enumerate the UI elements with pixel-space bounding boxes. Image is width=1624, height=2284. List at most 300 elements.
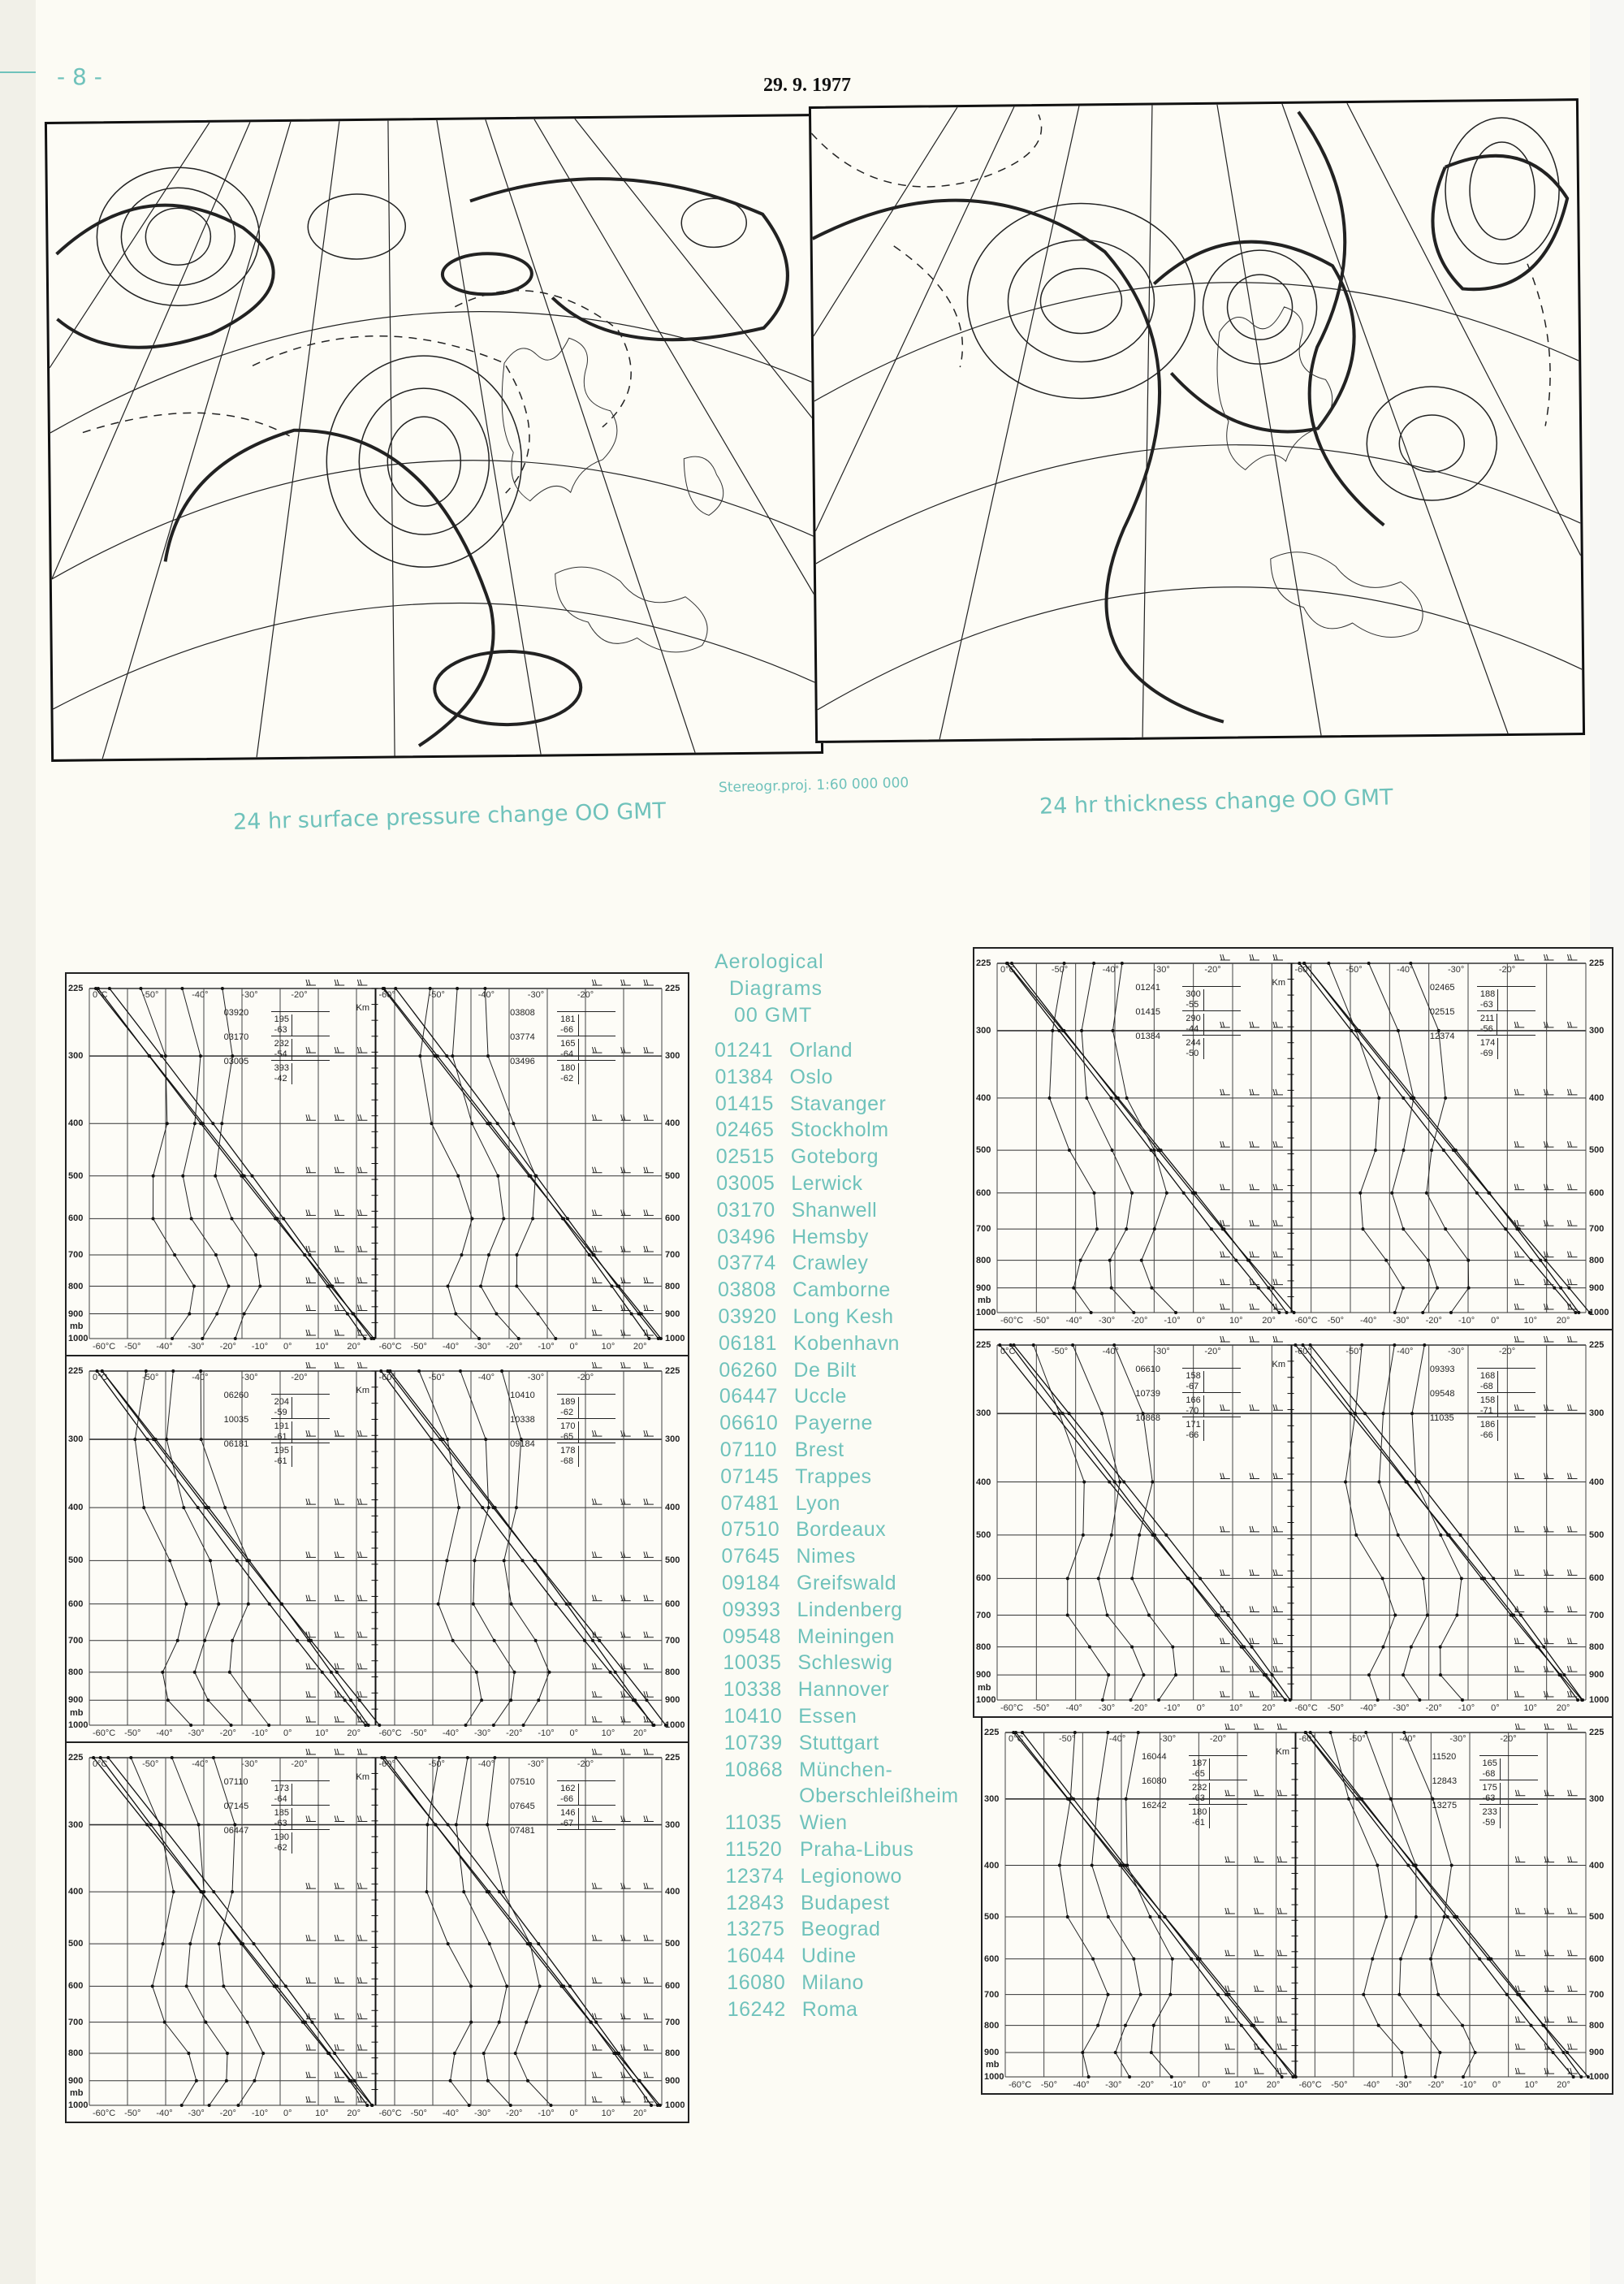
km-label: Km [1272,978,1285,988]
sounding-marker [522,1724,525,1727]
temperature-tick-label: -20° [577,1759,594,1769]
sounding-marker [537,1698,540,1702]
pressure-label-right: 1000 [1589,1308,1609,1317]
temperature-tick-label: -60°C [378,1342,402,1352]
pressure-label-left: 1000 [976,1308,996,1317]
temperature-tick-label: 0° [569,1728,579,1738]
wind-barb [1568,1986,1578,1992]
wind-barb [1568,1184,1578,1190]
sounding-marker [236,2104,240,2107]
wind-barb [592,1047,602,1053]
station-name: Stockholm [790,1118,889,1142]
pressure-unit: mb [70,1707,84,1718]
pressure-label-right: 500 [1589,1911,1605,1922]
sounding-marker [1381,1577,1384,1580]
sounding-marker [1390,1192,1393,1195]
sounding-marker [225,2079,228,2083]
wind-barb [1225,1724,1235,1729]
temperature-tick-label: 0° [569,2109,579,2118]
pressure-label-left: 900 [984,2048,1000,2058]
sounding-marker [593,1253,596,1257]
temperature-tick-label: 20° [633,2109,647,2118]
sounding-marker [1535,1646,1539,1649]
pressure-label-right: 800 [665,1667,680,1677]
sounding-marker [171,1369,175,1373]
sounding-marker [1402,1097,1405,1100]
sounding-marker [1438,2051,1441,2054]
inset-station-id: 02515 [1429,1007,1455,1017]
station-id: 12374 [725,1864,784,1888]
sounding-marker [1397,1029,1400,1032]
aerological-diagram-4 [973,947,1613,1330]
pressure-label-left: 400 [68,1118,84,1129]
inset-tropopause-value: 158 -71 [1480,1395,1498,1417]
pressure-label-left: 300 [68,1434,84,1445]
wind-barb [1250,1473,1259,1479]
sounding-marker [1147,1614,1151,1617]
sounding-marker [1032,1343,1035,1347]
temperature-tick-label: 10° [601,1728,615,1738]
pressure-label-right: 225 [1589,1340,1605,1350]
wind-barb [1250,1569,1259,1575]
sounding-marker [1393,1311,1397,1314]
wind-barb [1277,1724,1287,1729]
pressure-label-left: 400 [984,1860,1000,1871]
wind-barb [1255,1950,1264,1956]
sounding-marker [1530,2024,1533,2027]
wind-barb [621,1749,631,1754]
wind-barb [621,1935,631,1940]
sounding-marker [1439,1533,1442,1537]
sounding-marker [446,1438,449,1441]
sounding-marker [1553,1287,1556,1290]
wind-barb [592,1716,602,1722]
station-entry [728,1996,959,2023]
station-id: 16242 [727,1997,786,2021]
sounding-marker [1215,1614,1218,1617]
sounding-marker [1090,1311,1093,1314]
temperature-tick-label: -20° [1498,1347,1516,1356]
sounding-marker [1122,1481,1125,1484]
wind-barb [644,1595,654,1601]
station-id: 03808 [718,1278,777,1302]
temperature-tick-label: 0° [1196,1703,1206,1713]
temperature-tick-label: -40° [156,1728,173,1738]
thickness-change-map [809,98,1585,743]
sounding-marker [214,1253,218,1257]
temperature-tick-label: -60°C [1294,1316,1318,1326]
sounding-marker [554,1337,557,1340]
page-number: - 8 - [57,63,102,90]
wind-barb [335,1278,344,1283]
wind-barb [306,1749,316,1754]
station-entry [720,1437,959,1464]
wind-barb [592,1114,602,1120]
wind-barb [1544,1724,1554,1729]
sounding-marker [1327,962,1330,965]
pressure-label-right: 900 [1589,1670,1605,1681]
wind-barb [621,1816,631,1822]
inset-station-id: 07145 [223,1802,249,1811]
sounding-marker [330,1285,334,1288]
page-date: 29. 9. 1977 [763,75,851,96]
pressure-label-left: 700 [68,1635,84,1646]
station-entry [726,1890,959,1917]
wind-barb [1255,1908,1264,1914]
sounding-marker [1132,1957,1135,1961]
sounding-marker [1354,1533,1358,1537]
inset-tropopause-value: 244 -50 [1186,1038,1203,1059]
sounding-marker [481,1506,484,1509]
temperature-tick-label: -50° [428,1373,445,1382]
station-id: 03496 [717,1225,776,1248]
sounding-marker [1100,1412,1104,1415]
station-name: Long Kesh [793,1304,894,1328]
pressure-label-left: 800 [984,2020,1000,2031]
sounding-marker [614,1671,617,1674]
wind-barb [644,1246,654,1252]
temperature-tick-label: 0°C [93,990,108,1000]
wind-barb [1568,1724,1578,1729]
temperature-tick-label: -20° [219,1342,236,1352]
pressure-label-right: 1000 [665,2100,685,2110]
station-id: 07481 [720,1491,780,1515]
inset-station-id: 01384 [1135,1032,1160,1041]
sounding-marker [486,1890,489,1893]
inset-symbol-line [1479,1755,1538,1756]
wind-barb [335,1663,344,1669]
pressure-label-left: 300 [976,1025,991,1036]
sounding-marker [1285,1311,1289,1314]
sounding-marker [1350,1029,1353,1032]
inset-symbol-line [557,1829,615,1830]
wind-barb [335,1330,344,1335]
temperature-tick-label: -30° [527,990,545,1000]
temperature-tick-label: -40° [156,1342,173,1352]
inset-symbol-line [1182,1035,1241,1036]
inset-station-id: 03005 [223,1057,249,1066]
pressure-label-right: 400 [665,1503,680,1513]
wind-barb [1544,2068,1554,2074]
wind-barb [335,1551,344,1557]
temperature-tick-label: 10° [315,1342,329,1352]
sounding-marker [1081,2051,1084,2054]
sounding-marker [1430,1148,1433,1152]
sounding-marker [1165,1192,1168,1195]
wind-barb [1277,1908,1287,1914]
station-name: Camborne [793,1278,891,1302]
wind-barb [306,1663,316,1669]
sounding-marker [1329,1731,1332,1734]
pressure-label-right: 600 [665,1598,680,1609]
sounding-marker [1079,1259,1082,1262]
sounding-marker [466,1756,469,1759]
sounding-marker [598,1639,601,1642]
sounding-marker [454,1313,457,1316]
wind-barb [1277,2044,1287,2049]
station-name: De Bilt [793,1358,857,1382]
sounding-marker [1293,1311,1296,1314]
sounding-marker [1542,2024,1545,2027]
sounding-marker [529,1942,532,1945]
station-entry [722,1570,959,1597]
sounding-marker [352,2079,356,2083]
sounding-marker [171,1337,174,1340]
sounding-marker [204,2021,207,2024]
station-id: 03170 [716,1198,775,1222]
sounding-marker [284,1984,287,1988]
wind-barb [1544,1252,1554,1257]
pressure-label-left: 800 [68,1667,84,1677]
sounding-marker [1576,1698,1579,1702]
wind-barb [335,1883,344,1888]
wind-barb [1515,1724,1525,1729]
inset-station-id: 06181 [223,1439,249,1449]
sounding-marker [590,2021,593,2024]
temperature-tick-label: -50° [1331,2080,1348,2090]
wind-barb [1220,954,1230,960]
station-entry [721,1490,959,1517]
sounding-marker [301,2021,304,2024]
wind-barb [1225,1908,1235,1914]
inset-station-id: 07110 [223,1777,248,1787]
wind-barb [1514,1691,1524,1697]
sounding-marker [349,1698,352,1702]
sounding-marker [1085,1097,1088,1100]
pressure-label-left: 300 [984,1793,1000,1804]
wind-barb [1514,1473,1524,1479]
wind-barb [1277,2068,1287,2074]
sounding-marker [493,1639,496,1642]
wind-barb [357,1816,367,1822]
temperature-tick-label: 10° [315,2109,329,2118]
temperature-tick-label: -40° [1397,1347,1414,1356]
sounding-marker [617,2052,620,2055]
sounding-marker [1066,1797,1069,1801]
sounding-marker [475,1671,478,1674]
sounding-marker [1374,1148,1377,1152]
temperature-tick-label: -40° [1363,2080,1380,2090]
wind-barb [644,1114,654,1120]
inset-symbol-line [557,1394,615,1395]
temperature-tick-label: -20° [577,1373,594,1382]
wind-barb [1544,1304,1554,1309]
sounding-marker [480,1698,483,1702]
inset-symbol-line [271,1829,330,1830]
wind-barb [357,980,367,985]
inset-symbol-line [271,1780,330,1781]
temperature-tick-label: -30° [1105,2080,1122,2090]
pressure-label-right: 600 [665,1981,680,1992]
sounding-marker [1530,1259,1533,1262]
wind-barb [592,1330,602,1335]
sounding-marker [549,2104,552,2107]
temperature-tick-label: -30° [474,1342,491,1352]
wind-barb [621,1047,631,1053]
sounding-marker [1410,1646,1413,1649]
pressure-label-left: 1000 [976,1695,996,1705]
sounding-marker [1111,1029,1114,1032]
sounding-marker [188,1313,191,1316]
sounding-marker [637,2079,641,2083]
sounding-marker [258,1285,261,1288]
station-name: Legionowo [800,1864,902,1888]
sounding-marker [230,1217,233,1220]
sounding-marker [1247,1259,1250,1262]
wind-barb [621,1430,631,1436]
sounding-marker [358,1698,361,1702]
sounding-marker [462,1890,465,1893]
temperature-tick-label: -50° [124,1342,141,1352]
pressure-label-right: 225 [665,1753,680,1763]
sounding-marker [146,1438,149,1441]
temperature-tick-label: -30° [188,1342,205,1352]
wind-barb [1255,1790,1264,1796]
station-id: 03920 [718,1304,777,1328]
sounding-marker [333,2052,336,2055]
temperature-tick-label: -50° [410,1728,427,1738]
temperature-tick-label: -20° [1131,1703,1148,1713]
temperature-tick-label: -40° [1073,2080,1090,2090]
wind-barb [1220,1404,1230,1410]
pressure-label-right: 900 [665,1309,680,1319]
temperature-tick-label: -40° [1397,965,1414,975]
sounding-marker [1110,1533,1113,1537]
wind-barb [306,1716,316,1722]
inset-station-id: 16044 [1142,1752,1167,1762]
sounding-marker [1242,1646,1246,1649]
temperature-tick-label: -40° [1102,965,1119,975]
wind-barb [1568,1252,1578,1257]
sounding-marker [308,1253,311,1257]
wind-barb [1514,1404,1524,1410]
temperature-tick-label: 20° [347,2109,361,2118]
wind-barb [1544,1473,1554,1479]
temperature-tick-label: -20° [506,1342,523,1352]
sounding-marker [1115,1097,1118,1100]
wind-barb [644,1977,654,1983]
sounding-marker [1376,1864,1379,1867]
wind-barb [1568,2017,1578,2022]
sounding-marker [1091,1864,1094,1867]
legend-title: Aerological [715,950,824,973]
sounding-marker [268,1603,271,1606]
sounding-marker [583,1639,586,1642]
sounding-marker [193,1122,197,1125]
sounding-marker [1228,1993,1231,1996]
sounding-marker [470,1122,473,1125]
inset-tropopause-value: 188 -63 [1480,989,1498,1010]
sounding-marker [451,1054,454,1058]
sounding-marker [1271,1287,1274,1290]
pressure-label-left: 400 [976,1477,991,1487]
sounding-marker [182,1506,185,1509]
inset-symbol-line [1182,1368,1241,1369]
sounding-marker [1196,1957,1199,1961]
temperature-tick-label: -20° [1137,2080,1155,2090]
wind-barb [592,2096,602,2102]
pressure-label-right: 1000 [665,1334,685,1343]
wind-barb [644,1305,654,1311]
inset-symbol-line [271,1418,330,1419]
wind-barb [1568,1607,1578,1612]
wind-barb [592,980,602,985]
aerological-diagram-5 [973,1329,1613,1718]
sounding-marker [1257,1287,1260,1290]
aerological-diagram-6 [981,1716,1613,2095]
station-name: Lindenberg [797,1598,903,1621]
sounding-marker [1349,1412,1352,1415]
pressure-label-left: 400 [68,1887,84,1897]
sounding-marker [164,1054,167,1058]
wind-barb [1514,1022,1524,1027]
sounding-marker [1267,1287,1270,1290]
sounding-marker [1362,1993,1365,1996]
wind-barb [592,1595,602,1601]
sounding-marker [1567,1287,1570,1290]
aerological-diagram-1 [65,972,689,1356]
pressure-label-right: 600 [1589,1187,1605,1198]
temperature-tick-label: 0° [283,2109,292,2118]
sounding-marker [168,1559,171,1562]
wind-barb [1225,2068,1235,2074]
sounding-marker [1082,1481,1086,1484]
station-name: Stuttgart [798,1731,879,1754]
pressure-unit: mb [986,2060,1000,2070]
wind-barb [1515,2068,1525,2074]
inset-symbol-line [1189,1755,1247,1756]
sounding-marker [1092,962,1095,965]
sounding-marker [479,1285,482,1288]
sounding-marker [200,1438,203,1441]
wind-barb [357,1430,367,1436]
sounding-marker [1109,1097,1112,1100]
station-entry [715,1064,958,1091]
sounding-marker [514,2052,517,2055]
sounding-marker [591,1639,594,1642]
station-entry [721,1516,959,1543]
wind-barb [1544,1569,1554,1575]
wind-barb [1544,1666,1554,1672]
pressure-label-left: 500 [976,1529,991,1540]
temperature-tick-label: -60°C [378,2109,402,2118]
sounding-marker [527,1174,530,1178]
wind-barb [621,1278,631,1283]
sounding-marker [1148,1915,1151,1918]
sounding-marker [637,1313,641,1316]
station-entry [717,1224,958,1251]
temperature-tick-label: 0°C [1000,1347,1016,1356]
temperature-tick-label: -10° [1458,1316,1475,1326]
sounding-marker [209,1559,212,1562]
sounding-marker [363,1337,366,1340]
sounding-marker [129,1756,132,1759]
sounding-marker [1118,1481,1121,1484]
sounding-marker [554,1603,557,1606]
sounding-marker [1088,1646,1091,1649]
temperature-tick-label: -50° [410,1342,427,1352]
wind-barb [1568,1908,1578,1914]
wind-barb [644,1278,654,1283]
sounding-marker [234,1337,237,1340]
sounding-marker [651,1724,654,1727]
km-label: Km [356,1772,369,1782]
wind-barb [1220,1252,1230,1257]
wind-barb [357,1362,367,1368]
wind-barb [306,1816,316,1822]
sounding-marker [261,2052,265,2055]
wind-barb [1514,1089,1524,1095]
